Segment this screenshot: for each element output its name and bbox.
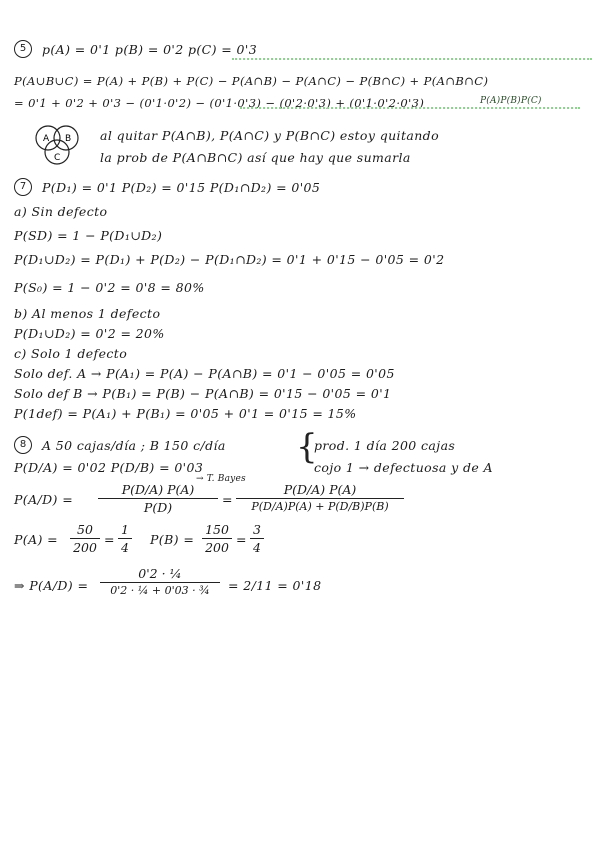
problem-number-8: 8 — [14, 436, 32, 454]
p7-part-b-heading: b) Al menos 1 defecto — [14, 306, 161, 321]
p5-probabilities: p(A) = 0'1 p(B) = 0'2 p(C) = 0'3 — [42, 42, 258, 57]
p8-pa-fraction: 50 200 — [70, 522, 100, 555]
green-highlight-2 — [240, 107, 580, 109]
p7-part-c-line-2: Solo def B → P(B₁) = P(B) − P(A∩B) = 0'15 − 0'05 = 0'1 — [14, 386, 392, 401]
p8-bayes-lhs: P(A/D) = — [14, 492, 74, 507]
p5-note-line-2: la prob de P(A∩B∩C) así que hay que sumarla — [100, 150, 411, 165]
p8-brace: { — [296, 427, 318, 467]
p8-bayes-fraction-2 — [236, 482, 404, 513]
p8-pb-result: 3 4 — [250, 522, 264, 555]
p8-right-line-1: prod. 1 día 200 cajas — [314, 438, 456, 453]
p7-part-a-line-1: P(SD) = 1 − P(D₁∪D₂) — [14, 228, 163, 243]
p7-probabilities: P(D₁) = 0'1 P(D₂) = 0'15 P(D₁∩D₂) = 0'05 — [42, 180, 321, 195]
p5-union-calc: = 0'1 + 0'2 + 0'3 − (0'1·0'2) − (0'1·0'3) − (0'2·0'3) + (0'1·0'2·0'3) — [14, 96, 425, 110]
p7-part-c-line-3: P(1def) = P(A₁) + P(B₁) = 0'05 + 0'1 = 0'15 = 15% — [14, 406, 357, 421]
p5-note-line-1: al quitar P(A∩B), P(A∩C) y P(B∩C) estoy quitando — [100, 128, 439, 143]
problem-number-7: 7 — [14, 178, 32, 196]
p7-part-a-line-2: P(D₁∪D₂) = P(D₁) + P(D₂) − P(D₁∩D₂) = 0'1 + 0'15 − 0'05 = 0'2 — [14, 252, 445, 267]
p8-pa-equals: = — [104, 532, 115, 547]
p8-final-fraction: 0'2 · ¼ 0'2 · ¼ + 0'03 · ¾ — [100, 566, 220, 597]
p8-pa-result: 1 4 — [118, 522, 132, 555]
p8-bayes-equals: = — [222, 492, 233, 507]
p8-right-line-2: cojo 1 → defectuosa y de A — [314, 460, 493, 475]
p7-part-a-line-3: P(S₀) = 1 − 0'2 = 0'8 = 80% — [14, 280, 205, 295]
p7-part-b-line-1: P(D₁∪D₂) = 0'2 = 20% — [14, 326, 165, 341]
p8-final-lhs: ⇒ P(A/D) = — [14, 578, 89, 593]
p7-part-c-line-1: Solo def. A → P(A₁) = P(A) − P(A∩B) = 0'1 − 0'05 = 0'05 — [14, 366, 395, 381]
fraction-numerator: P(D/A) P(A) — [283, 482, 357, 497]
p5-independence-note: P(A)P(B)P(C) — [480, 96, 542, 106]
p8-conditional-probs: P(D/A) = 0'02 P(D/B) = 0'03 — [14, 460, 204, 475]
fraction-numerator: P(D/A) P(A) — [121, 482, 195, 497]
fraction-denominator: P(D) — [143, 500, 173, 515]
p8-pb-fraction: 150 200 — [202, 522, 232, 555]
p7-part-a-heading: a) Sin defecto — [14, 204, 108, 219]
problem-number-5: 5 — [14, 40, 32, 58]
p5-union-formula: P(A∪B∪C) = P(A) + P(B) + P(C) − P(A∩B) − P(A∩C) − P(B∩C) + P(A∩B∩C) — [14, 74, 489, 88]
p8-pa-lhs: P(A) = — [14, 532, 59, 547]
p8-pb-lhs: P(B) = — [150, 532, 195, 547]
fraction-denominator: P(D/A)P(A) + P(D/B)P(B) — [251, 500, 389, 513]
venn-label-b: B — [65, 134, 72, 144]
venn-label-a: A — [43, 134, 50, 144]
p8-bayes-note: → T. Bayes — [196, 474, 246, 484]
p7-part-c-heading: c) Solo 1 defecto — [14, 346, 128, 361]
p8-bayes-fraction-1 — [98, 482, 218, 515]
p8-pb-equals: = — [236, 532, 247, 547]
venn-label-c: C — [54, 153, 61, 163]
green-highlight-1 — [232, 58, 592, 60]
p8-data: A 50 cajas/día ; B 150 c/día — [42, 438, 226, 453]
p8-final-rhs: = 2/11 = 0'18 — [228, 578, 322, 593]
venn-diagram — [28, 120, 88, 170]
